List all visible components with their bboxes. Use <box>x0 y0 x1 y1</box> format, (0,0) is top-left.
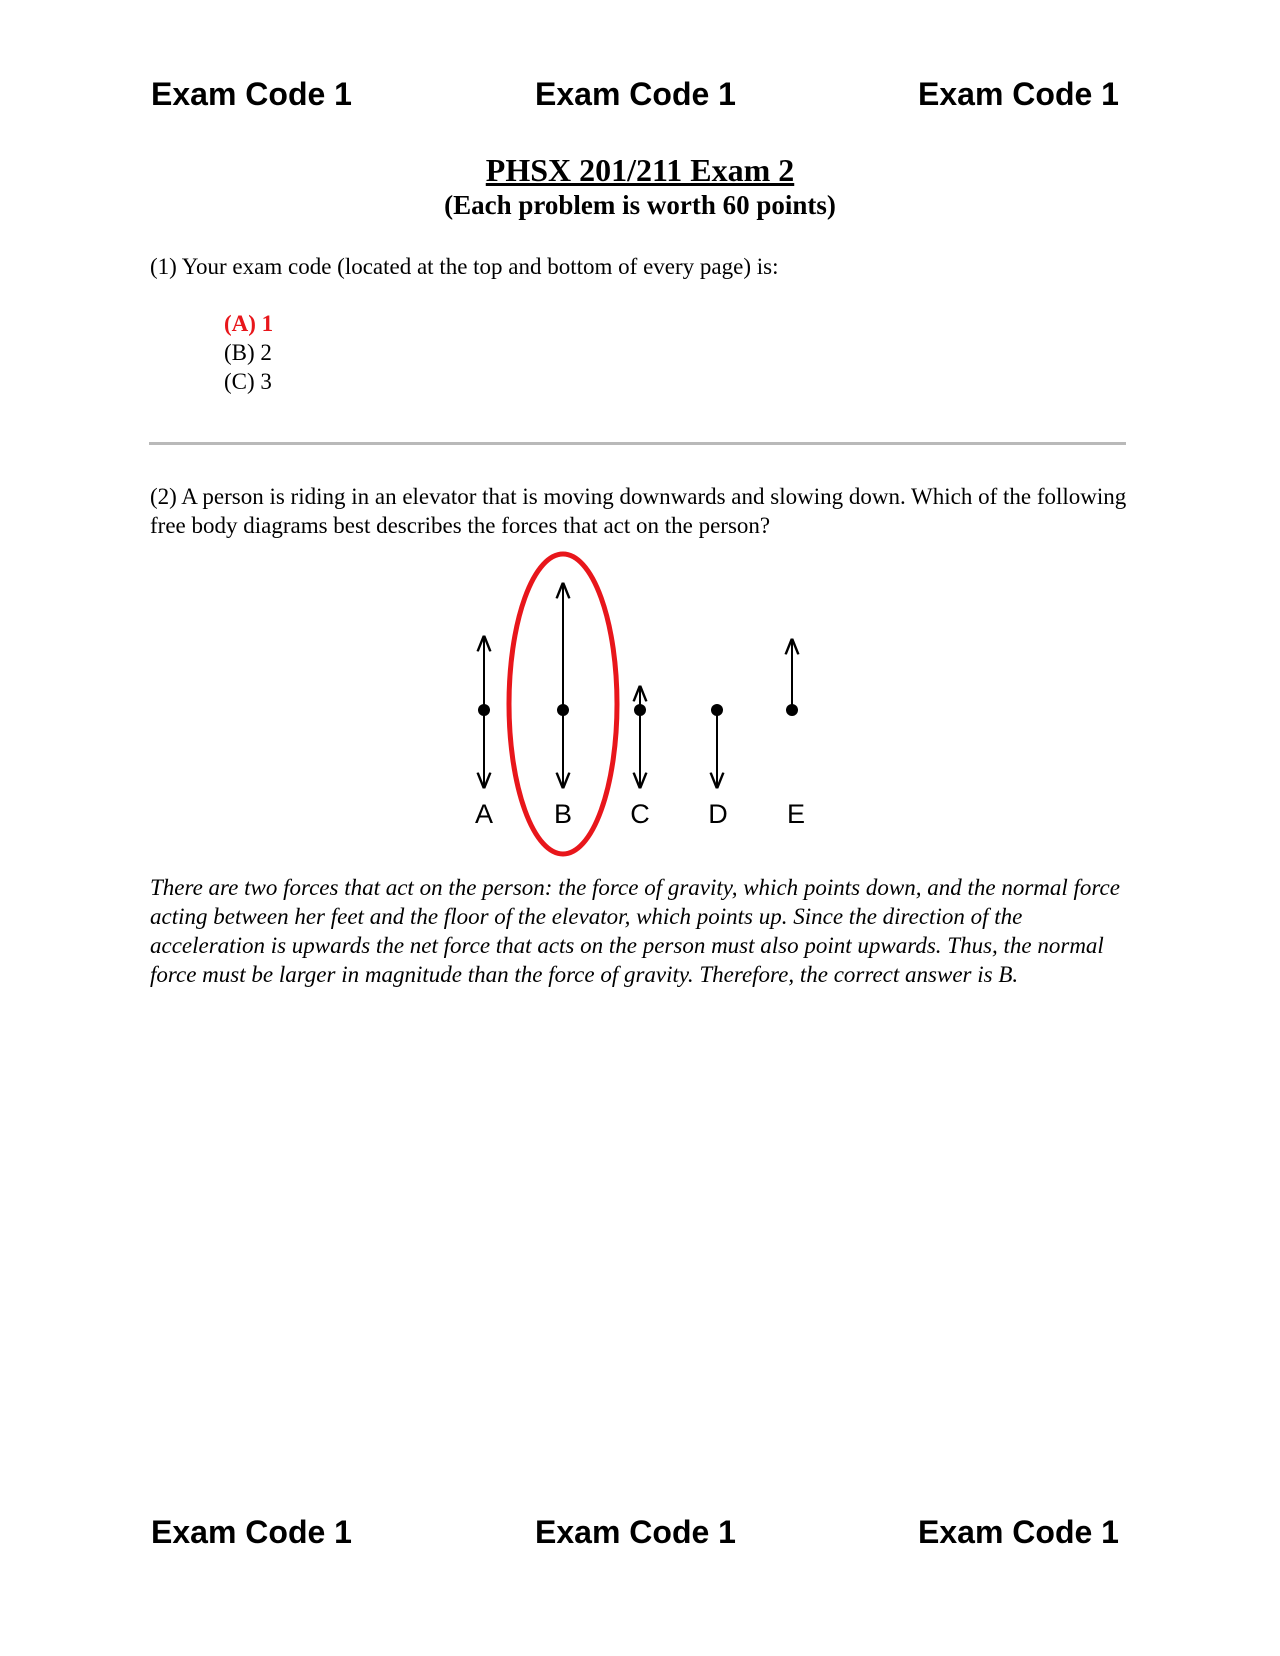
diagram-b <box>554 584 572 829</box>
exam-title: PHSX 201/211 Exam 2 <box>485 152 795 188</box>
header-exam-code-left: Exam Code 1 <box>151 76 352 112</box>
diagram-a-point <box>478 704 490 716</box>
diagram-b-point <box>557 704 569 716</box>
footer-exam-code-right: Exam Code 1 <box>918 1514 1119 1550</box>
header-exam-code-right: Exam Code 1 <box>918 76 1119 112</box>
diagram-d-point <box>711 704 723 716</box>
diagram-e-point <box>786 704 798 716</box>
question-2-explanation: There are two forces that act on the person: the force of gravity, which points down, and the normal force acting between her feet and the floor of the elevator, which points up. Since the direction of the acceleration is upwards the net force that acts on the person must also point upwards. Thus, the normal force must be larger in magnitude than the force of gravity. Therefore, the correct answer is B. <box>150 875 1120 987</box>
footer-exam-code-left: Exam Code 1 <box>151 1514 352 1550</box>
diagram-d <box>708 704 728 829</box>
diagram-label-d: D <box>708 799 728 829</box>
diagram-label-b: B <box>553 799 573 829</box>
option-c: (C) 3 <box>224 369 272 394</box>
question-1-text: (1) Your exam code (located at the top and bottom of every page) is: <box>150 254 779 279</box>
footer-exam-code-center: Exam Code 1 <box>535 1514 736 1550</box>
exam-subtitle: (Each problem is worth 60 points) <box>444 190 836 220</box>
diagram-label-c: C <box>630 799 650 829</box>
header-exam-code-center: Exam Code 1 <box>535 76 736 112</box>
diagram-c-point <box>634 704 646 716</box>
question-2-text: (2) A person is riding in an elevator that is moving downwards and slowing down. Which of the following free body diagrams best describes the forces that act on the person? <box>150 484 1127 538</box>
diagram-label-a: A <box>474 799 494 829</box>
diagram-c <box>630 687 650 829</box>
diagram-a <box>475 637 493 829</box>
diagram-label-e: E <box>786 799 806 829</box>
option-a-correct: (A) 1 <box>224 311 274 336</box>
diagram-e <box>786 640 805 829</box>
option-b: (B) 2 <box>224 340 272 365</box>
